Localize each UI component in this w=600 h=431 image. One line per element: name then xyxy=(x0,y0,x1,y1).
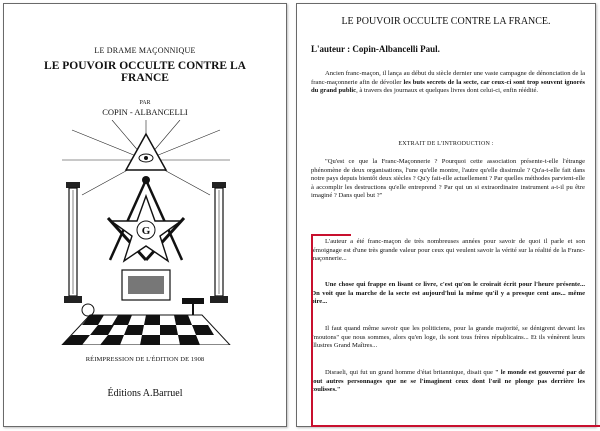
mallet-icon xyxy=(182,298,204,304)
extrait-label: EXTRAIT DE L'INTRODUCTION : xyxy=(398,141,494,147)
author-line: L'auteur : Copin-Albancelli Paul. xyxy=(311,44,440,54)
book-cover xyxy=(3,3,287,427)
highlight-box xyxy=(311,234,600,427)
quote-paragraph-2: L'auteur a été franc-maçon de très nombreuses années pour savoir de quoi il parle et son témoignage est d'une très grande valeur pour ceux qui veulent savoir la vérité sur la réalité de la Franc-maçonnerie... xyxy=(311,238,585,263)
triangle-icon xyxy=(126,134,166,170)
skull-icon xyxy=(82,304,94,316)
cover-title: LE POUVOIR OCCULTE CONTRE LA FRANCE xyxy=(44,60,246,84)
reprint-note: RÉIMPRESSION DE L'ÉDITION DE 1908 xyxy=(85,356,205,363)
intro-paragraph: Ancien franc-maçon, il lança au début du siècle dernier une vaste campagne de dénonciation de la franc-maçonnerie afin de dévoiler les buts secrets de la secte, car ceux-ci sont trop souvent ignorés du grand public, à travers des journaux et quelques livres dont celui-ci, enfin réédité. xyxy=(311,70,585,95)
series-title: LE DRAME MAÇONNIQUE xyxy=(94,46,196,55)
quote-paragraph-5: Disraeli, qui fut un grand homme d'état britannique, disait que " le monde est gouverné par de tout autres personnages que ne se l'imaginent ceux dont l'œil ne plonge pas derrière les coulisses." xyxy=(311,369,585,394)
page-title: LE POUVOIR OCCULTE CONTRE LA FRANCE. xyxy=(341,16,551,27)
quote-paragraph-1: "Qu'est ce que la Franc-Maçonnerie ? Pourquoi cette association présente-t-elle l'étrange phénomène de deux organisations, l'une qu'elle montre, l'autre qu'elle dissimule ? Qu'a-t-elle fait dans notre pays depuis bientôt deux siècles ? Qu'y fait-elle actuellement ? Par quelles méthodes parvient-elle à accomplir les destructions qu'elle entreprend ? Par qui un si extraordinaire instrument a-t-il pu être imaginé ? Dans quel but ?" xyxy=(311,158,585,200)
emblem-letter: G xyxy=(141,225,151,237)
publisher: Éditions A.Barruel xyxy=(107,388,183,399)
description-page xyxy=(296,3,596,427)
quote-paragraph-4: Il faut quand même savoir que les politiciens, pour la grande majorité, se dénigrent devant les "moutons" que nous sommes, alors qu'en loge, ils sont tous frères républicains... Et ils vénèrent leurs Illustres Grand Maîtres... xyxy=(311,325,585,350)
cover-par: PAR xyxy=(139,100,151,106)
quote-paragraph-3: Une chose qui frappe en lisant ce livre, c'est qu'on le croirait écrit pour l'heure présente... On voit que la marche de la secte est aujourd'hui la même qu'il y a presque cent ans... même pire... xyxy=(311,281,585,306)
checkered-floor-icon xyxy=(62,315,230,345)
cover-author: COPIN - ALBANCELLI xyxy=(102,107,188,117)
masonic-emblem-illustration xyxy=(52,120,240,345)
column-left-icon xyxy=(64,182,82,303)
column-right-icon xyxy=(210,182,228,303)
